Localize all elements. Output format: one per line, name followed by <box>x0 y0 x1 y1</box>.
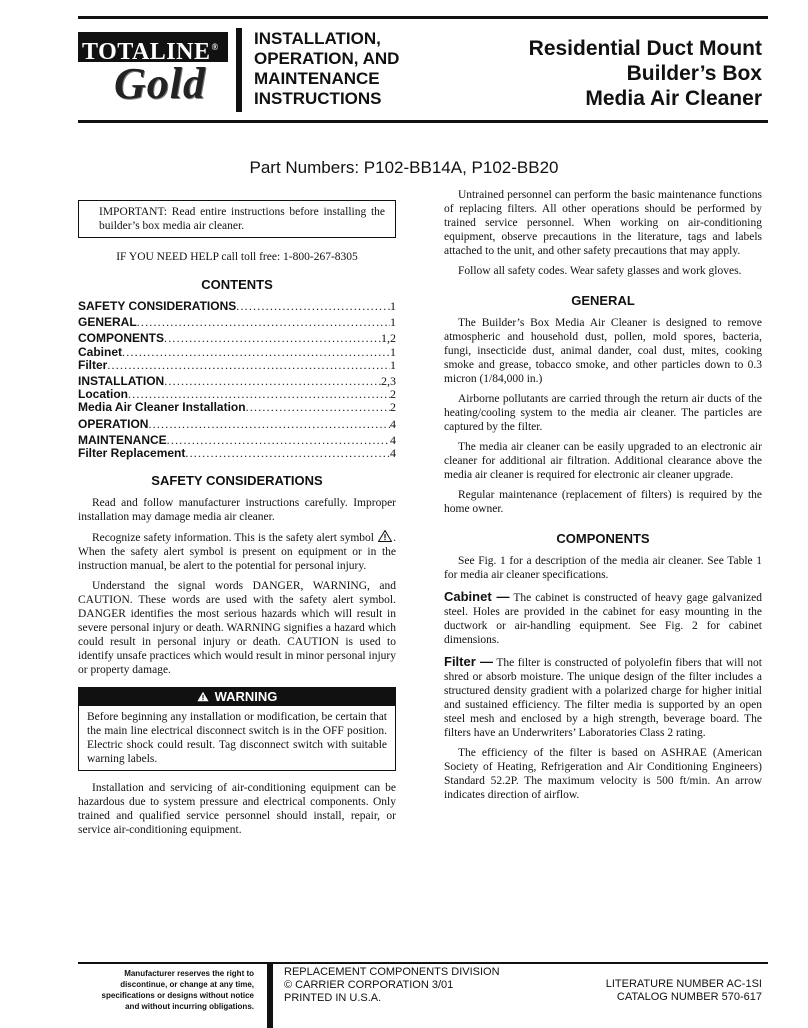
filter-paragraph: Filter — The filter is constructed of polyolefin fibers that will not shred or absorb moisture. The unique design of the filter includes a structured density gradient with a polarized charge for higher initial and sustained efficiency. The filter media is supported by an open steel mesh and enclosed by a high strength, beverage board. The filters have an Underwriters’ Laboratories Class 2 rating. <box>444 654 762 739</box>
safety-alert-icon <box>378 530 392 542</box>
product-title: Residential Duct Mount Builder’s Box Media Air Cleaner <box>528 37 762 110</box>
header-bottom-rule <box>78 120 768 123</box>
toc-entry[interactable]: Filter Replacement ..... 4 <box>78 447 396 460</box>
safety-alert-paragraph: Recognize safety information. This is the safety alert symbol . When the safety alert symbol is present on equipment or in the instruction manual, be alert to the potential for personal injury. <box>78 532 396 573</box>
toc-entry[interactable]: SAFETY CONSIDERATIONS ..... 1 <box>78 300 396 313</box>
toc-entry[interactable]: Cabinet ..... 1 <box>78 346 396 359</box>
warning-header: WARNING <box>79 688 395 706</box>
general-paragraph: Regular maintenance (replacement of filters) is required by the home owner. <box>444 489 762 515</box>
general-paragraph: The media air cleaner can be easily upgraded to an electronic air cleaner for additional air filtration. Additional clearance above the media air cleaner is required for electronic air cleaner upgrade. <box>444 441 762 481</box>
general-paragraph: The Builder’s Box Media Air Cleaner is designed to remove atmospheric and household dust, pollen, mold spores, bacteria, fungi, insecticide dust, animal dander, coal dust, mites, cooking smoke and grease, tobacco smoke, and other particles down to 0.3 micron (1/84,000 in.) <box>444 317 762 385</box>
general-heading: GENERAL <box>571 293 635 308</box>
toc-entry[interactable]: Media Air Cleaner Installation ..... 2 <box>78 401 396 414</box>
cabinet-subheading: Cabinet — <box>444 589 510 604</box>
important-notice-text: IMPORTANT: Read entire instructions before installing the builder’s box media air cleaner. <box>99 206 385 232</box>
toc-entry[interactable]: COMPONENTS ..... 1,2 <box>78 332 396 345</box>
toc-entry[interactable]: Filter ..... 1 <box>78 359 396 372</box>
safety-heading: SAFETY CONSIDERATIONS <box>151 473 323 489</box>
document-type: INSTALLATION, OPERATION, AND MAINTENANCE INSTRUCTIONS <box>254 29 400 108</box>
warning-body: Before beginning any installation or modification, be certain that the main line electrical disconnect switch is in the OFF position. Electric shock could result. Tag disconnect switch with suitable warning labels. <box>87 711 387 766</box>
part-numbers: Part Numbers: P102-BB14A, P102-BB20 <box>249 158 559 177</box>
filter-subheading: Filter — <box>444 654 494 669</box>
safety-paragraph: Read and follow manufacturer instructions carefully. Improper installation may damage media air cleaner. <box>78 497 396 524</box>
safety-codes-paragraph: Follow all safety codes. Wear safety glasses and work gloves. <box>458 265 742 277</box>
installation-caution-paragraph: Installation and servicing of air-conditioning equipment can be hazardous due to system pressure and electrical components. Only trained and qualified service personnel should install, repair, or service air-conditioning equipment. <box>78 782 396 837</box>
important-notice-box <box>78 200 396 238</box>
header-vertical-bar <box>236 28 242 112</box>
logo-wordmark: TOTALINE® <box>78 32 228 62</box>
left-column <box>78 188 396 843</box>
warning-alert-icon <box>197 691 209 702</box>
footer-vertical-bar <box>267 964 273 1028</box>
toc-entry[interactable]: Location ..... 2 <box>78 388 396 401</box>
signal-words-paragraph: Understand the signal words DANGER, WARNING, and CAUTION. These words are used with the safety alert symbol. DANGER identifies the most serious hazards which will result in severe personal injury or death. WARNING signifies a hazard which could result in personal injury or death. CAUTION is used to identify unsafe practices which would result in minor personal injury or property damage. <box>78 580 396 677</box>
general-paragraph: Airborne pollutants are carried through the return air ducts of the heating/cooling system to the media air cleaner. The particles are captured by the filter. <box>444 393 762 433</box>
logo-script-gold: Gold <box>114 59 206 108</box>
footer-rule <box>78 962 768 964</box>
toc-entry[interactable]: MAINTENANCE ..... 4 <box>78 434 396 447</box>
help-line: IF YOU NEED HELP call toll free: 1-800-267-8305 <box>116 251 358 263</box>
components-heading: COMPONENTS <box>556 531 650 546</box>
maintenance-paragraph: Untrained personnel can perform the basic maintenance functions of replacing filters. All other operations should be performed by trained service personnel. When working on air-conditioning equipment, observe precautions in the literature, tags and labels attached to the unit, and other safety precautions that may apply. <box>444 189 762 257</box>
filter-efficiency-paragraph: The efficiency of the filter is based on ASHRAE (American Society of Heating, Refrigeration and Air Conditioning Engineers) Standard 52.2P. The maximum velocity is 500 ft/min. An arrow indicates direction of airflow. <box>444 747 762 801</box>
literature-info <box>532 978 762 1004</box>
toc-entry[interactable]: GENERAL ..... 1 <box>78 316 396 329</box>
catalog-number: CATALOG NUMBER 570-617 <box>616 991 762 1003</box>
warning-box <box>78 687 396 771</box>
totaline-gold-logo <box>78 32 228 107</box>
components-paragraph: See Fig. 1 for a description of the media air cleaner. See Table 1 for media air cleaner specifications. <box>444 555 762 581</box>
contents-heading: CONTENTS <box>201 277 273 292</box>
table-of-contents <box>78 300 396 460</box>
toc-entry[interactable]: OPERATION ..... 4 <box>78 418 396 431</box>
manufacturer-notice: Manufacturer reserves the right to discontinue, or change at any time, specifications or designs without notice and without incurring obligations. <box>101 969 254 1011</box>
toc-entry[interactable]: INSTALLATION ..... 2,3 <box>78 375 396 388</box>
cabinet-paragraph: Cabinet — The cabinet is constructed of heavy gage galvanized steel. Holes are provided in the cabinet for easy mounting in the ductwork or air-handling equipment. See Fig. 2 for cabinet dimensions. <box>444 589 762 646</box>
header-top-rule <box>78 16 768 19</box>
division-info: REPLACEMENT COMPONENTS DIVISION © CARRIER CORPORATION 3/01 PRINTED IN U.S.A. <box>284 966 500 1004</box>
literature-number: LITERATURE NUMBER AC-1SI <box>605 978 762 990</box>
right-column <box>444 188 762 808</box>
